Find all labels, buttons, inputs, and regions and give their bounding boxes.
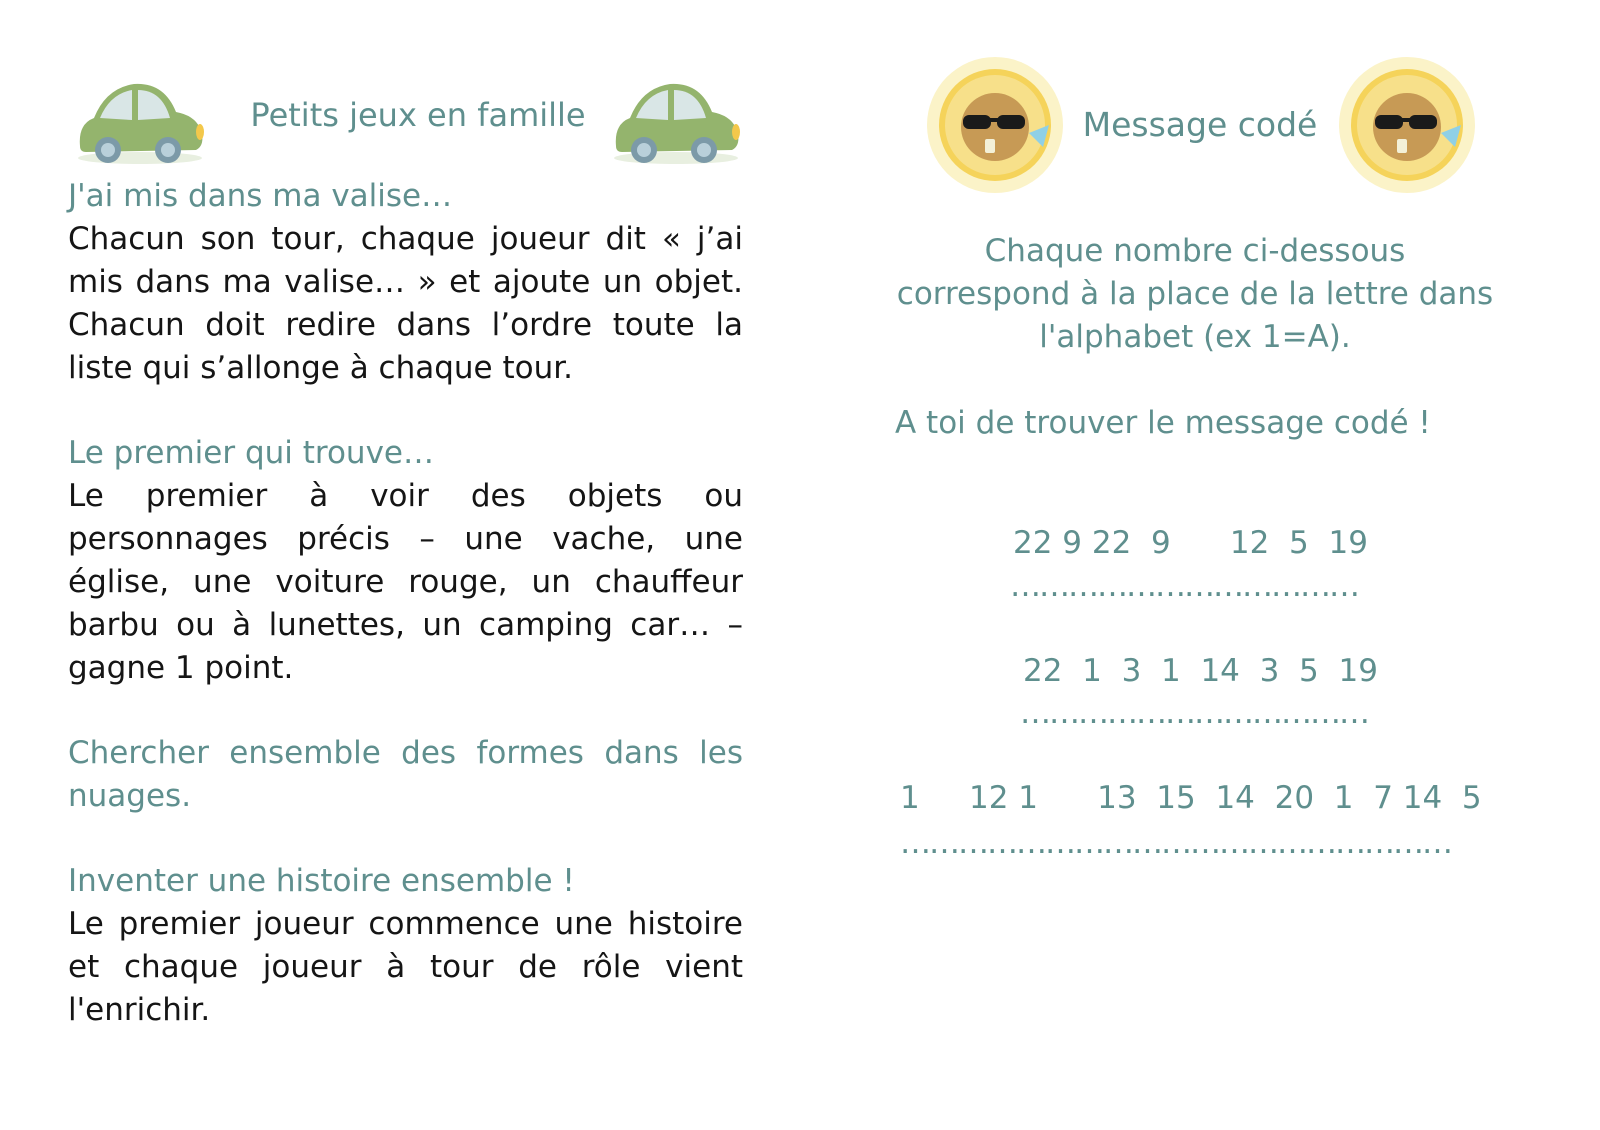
game-section (68, 732, 743, 818)
game-section (68, 432, 743, 690)
instructions-text: Chaque nombre ci-dessous correspond à la place de la lettre dans l'alphabet (ex 1=A). (896, 233, 1494, 355)
answer-dots-line: ……………………………… (1010, 568, 1358, 604)
left-title-row (68, 70, 743, 175)
page-title-left: Petits jeux en famille (250, 96, 586, 134)
challenge-text: A toi de trouver le message codé ! (895, 405, 1431, 441)
section-body: Le premier joueur commence une histoire et chaque joueur à tour de rôle vient l'enrichir. (68, 906, 743, 1028)
game-section (68, 175, 743, 390)
section-heading: J'ai mis dans ma valise… (68, 178, 453, 214)
section-heading: Le premier qui trouve… (68, 435, 434, 471)
section-heading: Inventer une histoire ensemble ! (68, 863, 575, 899)
sun-with-sunglasses-icon (1337, 55, 1477, 195)
section-heading: Chercher ensemble des formes dans les nuages. (68, 735, 743, 814)
car-icon (608, 74, 743, 166)
game-section (68, 860, 743, 1032)
coded-numbers-line: 22 9 22 9 12 5 19 (1013, 525, 1368, 561)
section-body: Chacun son tour, chaque joueur dit « j’ai mis dans ma valise… » et ajoute un objet. Chacun doit redire dans l’ordre toute la liste qui s’allonge à chaque tour. (68, 221, 743, 386)
answer-dots-line: ………………………………………………… (900, 825, 1451, 861)
coded-numbers-line: 22 1 3 1 14 3 5 19 (1023, 653, 1378, 689)
section-body: Le premier à voir des objets ou personnages précis – une vache, une église, une voiture rouge, un chauffeur barbu ou à lunettes, un camping car… – gagne 1 point. (68, 478, 743, 686)
left-column (68, 70, 743, 1074)
sun-with-sunglasses-icon (925, 55, 1065, 195)
coded-numbers-line: 1 12 1 13 15 14 20 1 7 14 5 (900, 780, 1482, 816)
page-title-right: Message codé (1082, 105, 1318, 144)
car-icon (72, 74, 207, 166)
answer-dots-line: ……………………………… (1020, 695, 1368, 731)
